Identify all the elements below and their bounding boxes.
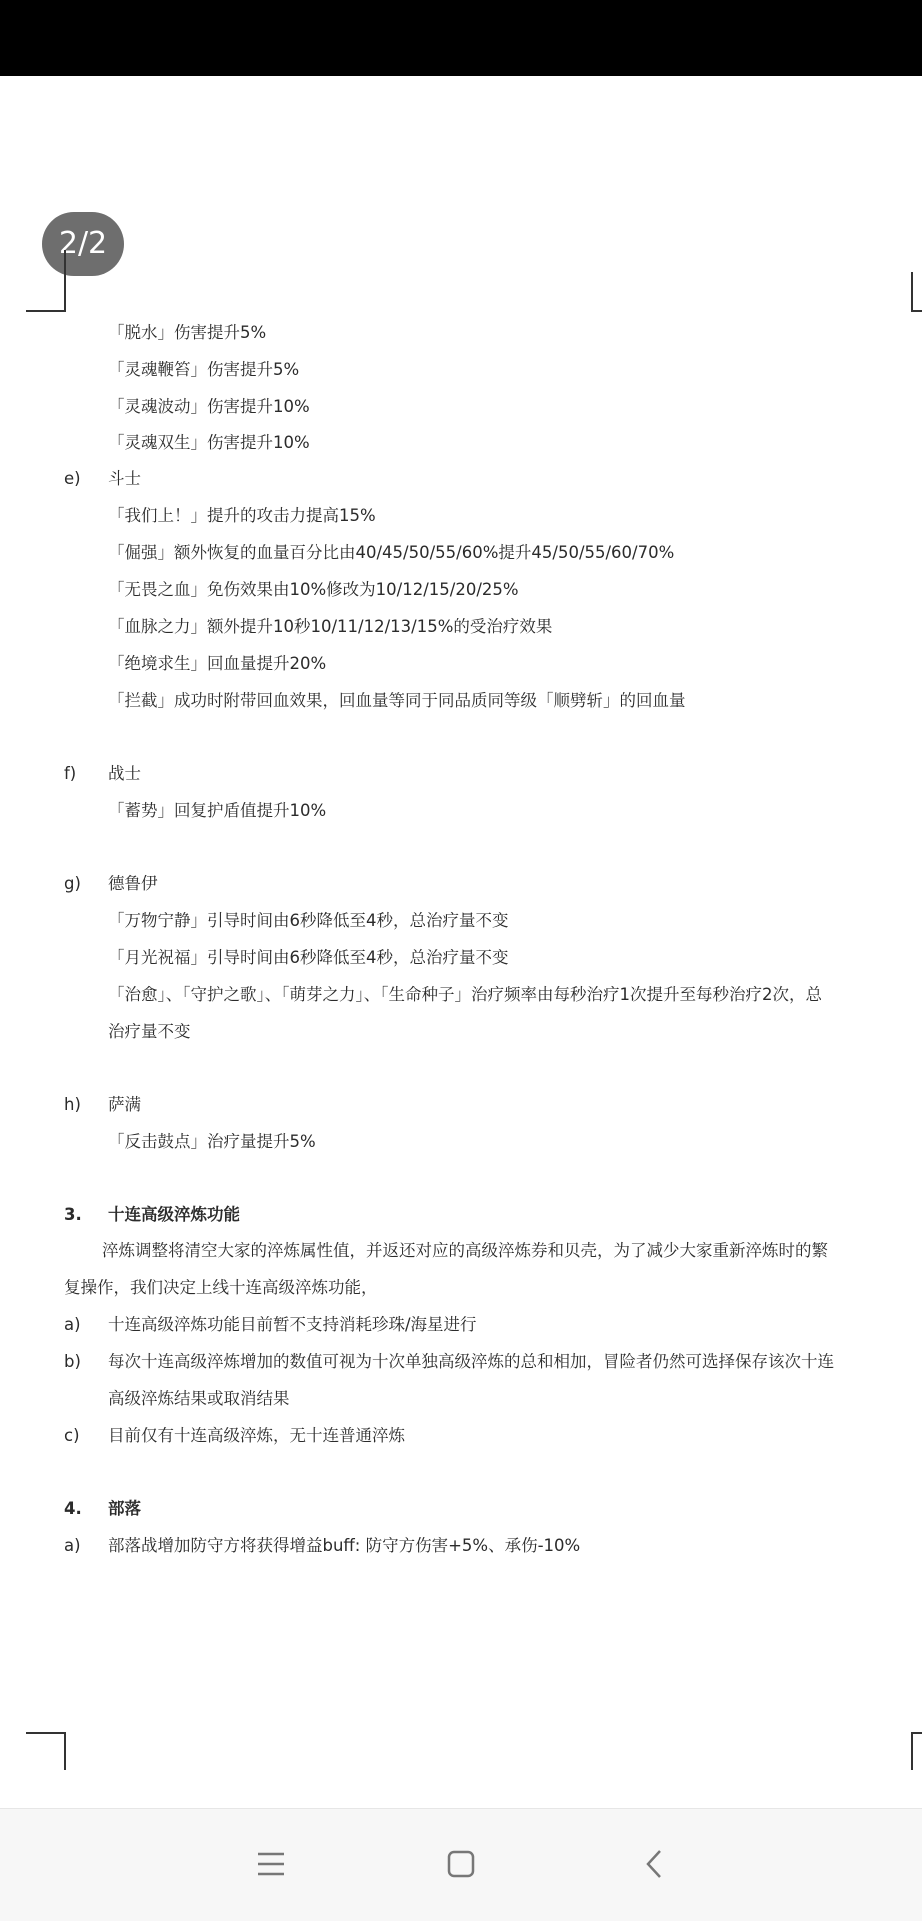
line-text: 治疗量不变 bbox=[108, 1022, 191, 1041]
doc-line bbox=[108, 1021, 191, 1043]
list-marker: g) bbox=[64, 874, 81, 893]
section-heading: 战士 bbox=[108, 764, 141, 783]
doc-line bbox=[108, 579, 519, 601]
line-text: 高级淬炼结果或取消结果 bbox=[108, 1389, 290, 1408]
line-text: 「灵魂双生」伤害提升10% bbox=[108, 433, 310, 452]
line-text: 「万物宁静」引导时间由6秒降低至4秒，总治疗量不变 bbox=[108, 911, 509, 930]
crop-mark-top-right bbox=[911, 272, 922, 312]
list-marker: a) bbox=[64, 1536, 81, 1555]
home-square-icon[interactable] bbox=[446, 1849, 476, 1879]
list-marker: f) bbox=[64, 764, 77, 783]
section-heading: 萨满 bbox=[108, 1095, 141, 1114]
doc-line bbox=[108, 359, 299, 381]
list-marker: b) bbox=[64, 1352, 81, 1371]
doc-line bbox=[108, 1388, 290, 1410]
list-marker: c) bbox=[64, 1426, 80, 1445]
section-heading: 德鲁伊 bbox=[108, 874, 158, 893]
section-number: 4. bbox=[64, 1499, 82, 1518]
section-title: 部落 bbox=[108, 1499, 141, 1518]
doc-line bbox=[108, 800, 326, 822]
crop-mark-top-left bbox=[26, 250, 66, 312]
doc-line bbox=[108, 432, 310, 454]
doc-line bbox=[108, 653, 326, 675]
status-bar bbox=[0, 0, 922, 76]
section-number: 3. bbox=[64, 1205, 82, 1224]
doc-line bbox=[108, 542, 674, 564]
line-text: 「灵魂鞭笞」伤害提升5% bbox=[108, 360, 300, 379]
doc-line bbox=[108, 984, 822, 1006]
doc-line bbox=[108, 1131, 316, 1153]
line-text: 淬炼调整将清空大家的淬炼属性值，并返还对应的高级淬炼券和贝壳，为了减少大家重新淬炼时的繁 bbox=[102, 1241, 828, 1260]
line-text: 「蓄势」回复护盾值提升10% bbox=[108, 801, 327, 820]
line-text: 「我们上！」提升的攻击力提高15% bbox=[108, 506, 376, 525]
doc-paragraph-line bbox=[102, 1240, 828, 1262]
doc-line bbox=[108, 505, 376, 527]
list-marker: a) bbox=[64, 1315, 81, 1334]
section-title: 十连高级淬炼功能 bbox=[108, 1205, 240, 1224]
back-chevron-icon[interactable] bbox=[640, 1849, 670, 1879]
doc-line bbox=[108, 322, 266, 344]
crop-mark-bottom-left bbox=[26, 1732, 66, 1770]
section-heading: 斗士 bbox=[108, 469, 141, 488]
doc-paragraph-line bbox=[64, 1277, 378, 1299]
list-marker: e) bbox=[64, 469, 81, 488]
line-text: 「治愈」、「守护之歌」、「萌芽之力」、「生命种子」治疗频率由每秒治疗1次提升至每秒治疗2次，总 bbox=[108, 985, 822, 1004]
line-text: 「拦截」成功时附带回血效果，回血量等同于同品质同等级「顺劈斩」的回血量 bbox=[108, 691, 686, 710]
list-text: 十连高级淬炼功能目前暂不支持消耗珍珠/海星进行 bbox=[108, 1315, 477, 1334]
menu-icon[interactable] bbox=[256, 1849, 286, 1879]
line-text: 「月光祝福」引导时间由6秒降低至4秒，总治疗量不变 bbox=[108, 948, 509, 967]
list-text: 部落战增加防守方将获得增益buff: 防守方伤害+5%、承伤-10% bbox=[108, 1536, 581, 1555]
line-text: 「绝境求生」回血量提升20% bbox=[108, 654, 327, 673]
list-marker: h) bbox=[64, 1095, 81, 1114]
line-text: 「无畏之血」免伤效果由10%修改为10/12/15/20/25% bbox=[108, 580, 519, 599]
line-text: 「倔强」额外恢复的血量百分比由40/45/50/55/60%提升45/50/55/60/70% bbox=[108, 543, 675, 562]
line-text: 「反击鼓点」治疗量提升5% bbox=[108, 1132, 316, 1151]
doc-line bbox=[108, 616, 552, 638]
doc-line bbox=[108, 947, 509, 969]
crop-mark-bottom-right bbox=[911, 1732, 922, 1770]
page-indicator: 2/2 bbox=[42, 212, 124, 276]
navigation-bar bbox=[0, 1808, 922, 1921]
line-text: 「脱水」伤害提升5% bbox=[108, 323, 267, 342]
doc-line bbox=[108, 690, 686, 712]
list-text: 目前仅有十连高级淬炼，无十连普通淬炼 bbox=[108, 1426, 405, 1445]
line-text: 复操作，我们决定上线十连高级淬炼功能， bbox=[64, 1278, 378, 1297]
line-text: 「血脉之力」额外提升10秒10/11/12/13/15%的受治疗效果 bbox=[108, 617, 553, 636]
doc-line bbox=[108, 910, 509, 932]
list-text: 每次十连高级淬炼增加的数值可视为十次单独高级淬炼的总和相加，冒险者仍然可选择保存该次十连 bbox=[108, 1352, 834, 1371]
doc-line bbox=[108, 396, 310, 418]
line-text: 「灵魂波动」伤害提升10% bbox=[108, 397, 310, 416]
